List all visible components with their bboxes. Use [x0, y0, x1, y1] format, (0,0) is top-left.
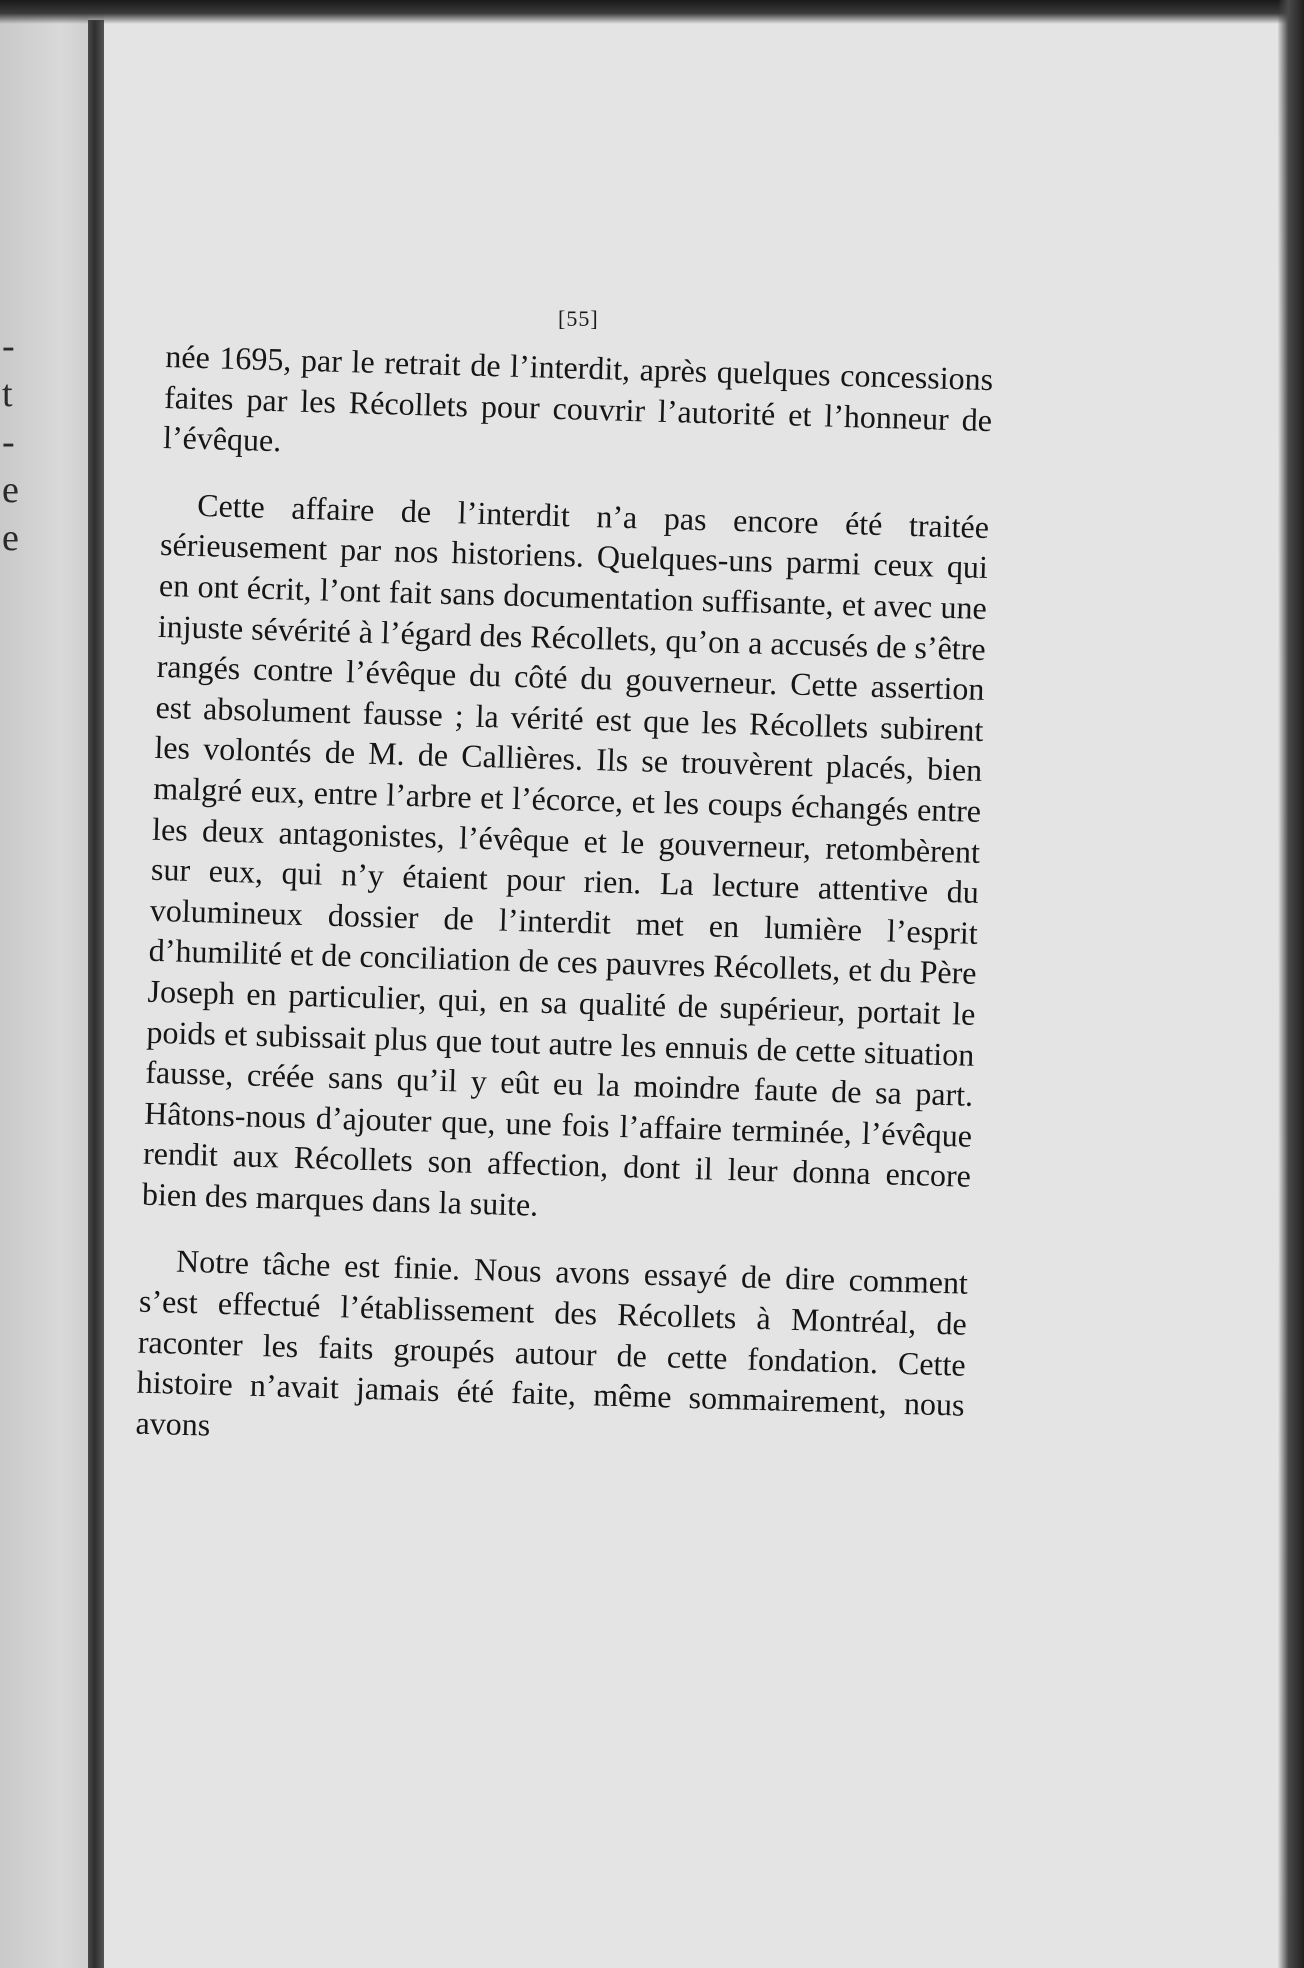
page-body — [135, 336, 994, 1466]
paragraph-interdit: Cette affaire de l’interdit n’a pas encore été traitée sérieusement par nos historiens. Quelques-uns parmi ceux qui en ont écrit, l’ont fait sans documentation suffisante, et avec une injuste sévérité à l’égard des Récollets, qu’on a accusés de s’être rangés contre l’évêque du côté du gouverneur. Cette assertion est absolument fausse ; la vérité est que les Récollets subirent les volontés de M. de Callières. Ils se trouvèrent placés, bien malgré eux, entre l’arbre et l’écorce, et les coups échangés entre les deux antagonistes, l’évêque et le gouverneur, retombèrent sur eux, qui n’y étaient pour rien. La lecture attentive du volumineux dossier de l’interdit met en lumière l’esprit d’humilité et de conciliation de ces pauvres Récollets, et du Père Joseph en particulier, qui, en sa qualité de supérieur, portait le poids et subissait plus que tout autre les ennuis de cette situation fausse, créée sans qu’il y eût eu la moindre faute de sa part. Hâtons-nous d’ajouter que, une fois l’affaire terminée, l’évêque rendit aux Récollets son affection, dont il leur donna encore bien des marques dans la suite. — [141, 486, 990, 1223]
book-gutter — [88, 20, 104, 1968]
previous-page-edge — [0, 0, 88, 1968]
paragraph-continuation: née 1695, par le retrait de l’interdit, après quelques concessions faites par les Récollets pour couvrir l’autorité et l’honneur de l’évêque. — [162, 337, 994, 459]
previous-page-text-fragments: - t - e e — [2, 325, 19, 559]
paragraph-conclusion: Notre tâche est finie. Nous avons essayé de dire comment s’est effectué l’établissement des Récollets à Montréal, de raconter les faits groupés autour de cette fondation. Cette histoire n’avait jamais été faite, même sommairement, nous avons — [135, 1243, 969, 1443]
top-shadow — [0, 0, 1304, 24]
right-shadow — [1278, 0, 1304, 1968]
page-number: [55] — [558, 306, 599, 331]
